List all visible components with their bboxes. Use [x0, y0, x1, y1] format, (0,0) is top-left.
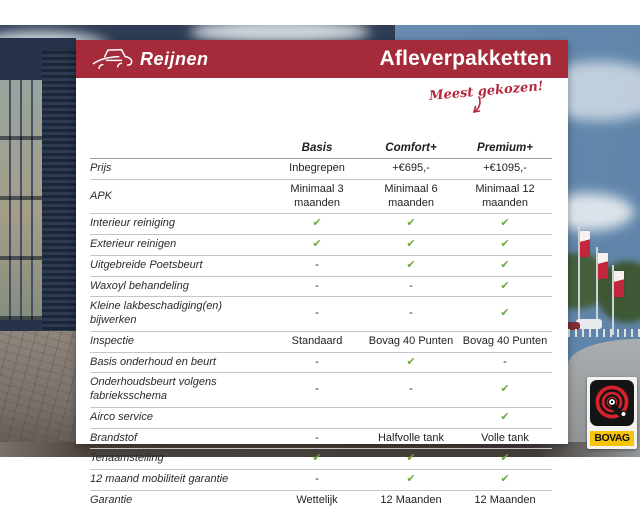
- check-icon: ✔: [500, 452, 510, 465]
- dealership-flag: [598, 253, 608, 279]
- brick-pavement: [0, 331, 76, 457]
- cell-value: -: [270, 255, 364, 276]
- row-label: Tenaamstelling: [90, 449, 270, 470]
- row-label: Garantie: [90, 490, 270, 510]
- table-row: [90, 276, 552, 297]
- cell-value: [458, 449, 552, 470]
- table-body: [90, 159, 552, 511]
- feature-column-header: [90, 140, 270, 159]
- brand-name: Reijnen: [140, 48, 209, 69]
- cell-value: Halfvolle tank: [364, 428, 458, 449]
- row-label: Exterieur reinigen: [90, 235, 270, 256]
- cell-value: Wettelijk: [270, 490, 364, 510]
- cell-value: Minimaal 6 maanden: [364, 179, 458, 214]
- cell-value: -: [270, 297, 364, 332]
- table-row: [90, 235, 552, 256]
- cell-value: [458, 235, 552, 256]
- check-icon: ✔: [406, 258, 416, 271]
- cell-value: [364, 255, 458, 276]
- check-icon: ✔: [406, 355, 416, 368]
- check-icon: ✔: [312, 217, 322, 230]
- dealership-building: [0, 38, 76, 334]
- cell-value: -: [270, 428, 364, 449]
- card-header: [76, 40, 568, 78]
- check-icon: ✔: [500, 217, 510, 230]
- cell-value: [364, 352, 458, 373]
- table-row: [90, 352, 552, 373]
- check-icon: ✔: [312, 238, 322, 250]
- row-label: APK: [90, 179, 270, 214]
- cell-value: Standaard: [270, 331, 364, 352]
- cell-value: [458, 255, 552, 276]
- check-icon: ✔: [500, 279, 510, 292]
- check-icon: ✔: [500, 383, 510, 396]
- bovag-label: BOVAG: [590, 431, 634, 446]
- column-header-premium: Premium+: [458, 140, 552, 159]
- cell-value: Volle tank: [458, 428, 552, 449]
- packages-table-wrap: [90, 140, 552, 511]
- cell-value: Minimaal 12 maanden: [458, 179, 552, 214]
- cell-value: [270, 235, 364, 256]
- building-glass-facade: [0, 80, 42, 320]
- row-label: Prijs: [90, 162, 112, 174]
- cell-value: 12 Maanden: [364, 490, 458, 510]
- table-header-row: [90, 140, 552, 159]
- check-icon: ✔: [406, 238, 416, 250]
- table-row: [90, 428, 552, 449]
- row-label: Interieur reiniging: [90, 214, 270, 235]
- cell-value: +€1095,-: [483, 162, 527, 174]
- cell-value: -: [364, 276, 458, 297]
- bovag-badge: [587, 377, 637, 449]
- cell-value: [458, 276, 552, 297]
- cell-value: Bovag 40 Punten: [458, 331, 552, 352]
- row-label: Airco service: [90, 407, 270, 428]
- cell-value: -: [270, 276, 364, 297]
- row-label: 12 maand mobiliteit garantie: [90, 470, 270, 491]
- table-row: [90, 331, 552, 352]
- building-corner-column: [42, 51, 76, 347]
- table-row: [90, 373, 552, 408]
- column-header-basis: Basis: [270, 140, 364, 159]
- fence: [568, 329, 640, 337]
- table-row: [90, 297, 552, 332]
- row-label: Inspectie: [90, 331, 270, 352]
- dealership-flag: [614, 271, 624, 297]
- cell-value: -: [458, 352, 552, 373]
- cell-value: -: [364, 297, 458, 332]
- package-card: [76, 40, 568, 506]
- cell-value: Minimaal 3 maanden: [270, 179, 364, 214]
- table-row: [90, 159, 552, 180]
- check-icon: ✔: [500, 238, 510, 250]
- cell-value: -: [270, 373, 364, 408]
- table-row: [90, 407, 552, 428]
- row-label: Onderhoudsbeurt volgens fabrieksschema: [90, 373, 270, 408]
- table-row: [90, 255, 552, 276]
- table-row: [90, 490, 552, 510]
- cell-value: [270, 214, 364, 235]
- dealership-flag: [580, 231, 590, 257]
- check-icon: ✔: [500, 307, 510, 320]
- check-icon: ✔: [500, 410, 510, 423]
- check-icon: ✔: [500, 473, 510, 485]
- cell-value: Inbegrepen: [289, 162, 345, 174]
- cell-value: [458, 297, 552, 332]
- check-icon: ✔: [500, 258, 510, 271]
- row-label: Basis onderhoud en beurt: [90, 352, 270, 373]
- column-header-comfort: Comfort+: [364, 140, 458, 159]
- cell-value: [364, 235, 458, 256]
- row-label: Kleine lakbeschadiging(en) bijwerken: [90, 297, 270, 332]
- page-title: Afleverpakketten: [379, 47, 552, 70]
- packages-table: [90, 140, 552, 511]
- check-icon: ✔: [312, 452, 322, 465]
- cell-value: [270, 449, 364, 470]
- curved-arrow-down-icon: [466, 96, 482, 116]
- table-row: [90, 179, 552, 214]
- brand-logo: [92, 45, 209, 73]
- cell-value: [364, 449, 458, 470]
- most-chosen-annotation: [429, 79, 545, 104]
- cell-value: [458, 373, 552, 408]
- bovag-wheel-icon: [590, 380, 634, 426]
- cell-value: [364, 407, 458, 428]
- row-label: Uitgebreide Poetsbeurt: [90, 255, 270, 276]
- cell-value: [458, 407, 552, 428]
- table-row: [90, 449, 552, 470]
- check-icon: ✔: [406, 452, 416, 465]
- cell-value: Bovag 40 Punten: [364, 331, 458, 352]
- cell-value: +€695,-: [392, 162, 430, 174]
- check-icon: ✔: [406, 473, 416, 485]
- row-label: Brandstof: [90, 428, 270, 449]
- annotation-text: Meest gekozen!: [428, 79, 545, 104]
- table-row: [90, 214, 552, 235]
- car-outline-icon: [92, 45, 136, 73]
- cell-value: -: [270, 470, 364, 491]
- cell-value: -: [270, 352, 364, 373]
- cell-value: [364, 214, 458, 235]
- check-icon: ✔: [406, 217, 416, 230]
- cell-value: -: [364, 373, 458, 408]
- row-label: Waxoyl behandeling: [90, 276, 270, 297]
- cell-value: [458, 214, 552, 235]
- cell-value: 12 Maanden: [458, 490, 552, 510]
- cell-value: [270, 407, 364, 428]
